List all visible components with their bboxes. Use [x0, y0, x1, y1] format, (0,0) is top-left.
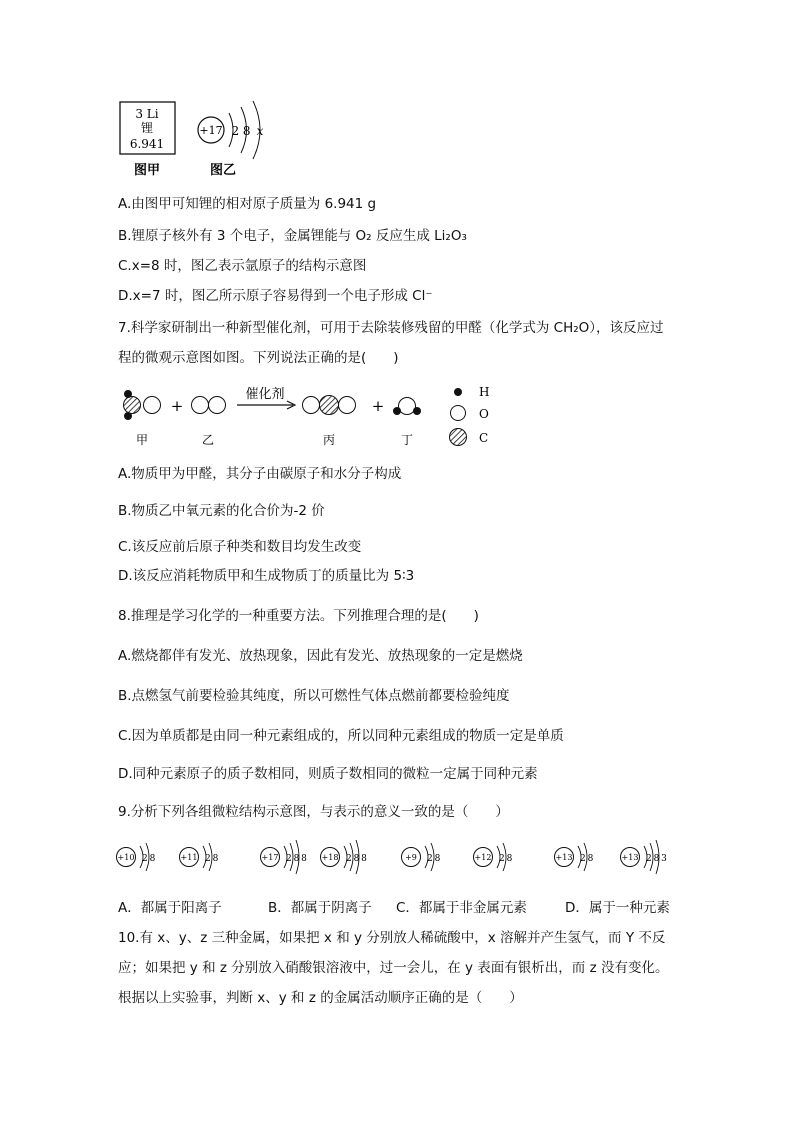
q9-option-d: D．属于一种元素 [565, 900, 670, 916]
particle-shell-electrons: 2 8 [427, 854, 440, 864]
q8-option-c: C.因为单质都是由同一种元素组成的，所以同种元素组成的物质一定是单质 [118, 728, 564, 744]
particle-diagram [117, 843, 156, 871]
particle-diagram [180, 843, 219, 871]
q7-option-a: A.物质甲为甲醛，其分子由碳原子和水分子构成 [118, 466, 402, 482]
q6-option-b: B.锂原子核外有 3 个电子，金属锂能与 O₂ 反应生成 Li₂O₃ [118, 228, 467, 244]
particle-diagram [621, 840, 668, 874]
q8-option-a: A.燃烧都伴有发光、放热现象，因此有发光、放热现象的一定是燃烧 [118, 648, 523, 664]
q9-option-c: C．都属于非金属元素 [396, 900, 527, 916]
particle-nucleus-charge: +11 [180, 853, 198, 862]
caption-figure-yi: 图乙 [209, 163, 237, 178]
q9-options-row [118, 898, 688, 918]
particle-diagram [261, 840, 308, 874]
particle-diagram [402, 843, 441, 871]
q7-stem-line2: 程的微观示意图如图。下列说法正确的是( ) [118, 350, 399, 366]
label-ding: 丁 [400, 433, 414, 447]
q7-option-c: C.该反应前后原子种类和数目均发生改变 [118, 539, 362, 555]
particle-diagram [474, 843, 513, 871]
molecule-ding [393, 398, 421, 416]
q10-line2: 应；如果把 y 和 z 分别放入硝酸银溶液中，过一会儿，在 y 表面有银析出，而 z 没有变化。 [118, 960, 669, 976]
particle-shell-electrons: 2 8 8 [346, 854, 367, 864]
q10-line1: 10.有 x、y、z 三种金属，如果把 x 和 y 分别放人稀硫酸中，x 溶解并产生氢气，而 Y 不反 [118, 930, 666, 946]
particle-nucleus-charge: +13 [555, 853, 573, 862]
particle-nucleus-charge: +12 [474, 853, 492, 862]
legend-c-label: C [479, 431, 489, 445]
particle-nucleus-charge: +9 [405, 853, 417, 862]
label-jia: 甲 [135, 433, 149, 447]
q9-stem: 9.分析下列各组微粒结构示意图，与表示的意义一致的是（ ） [118, 804, 509, 820]
plus-sign-1: + [170, 397, 184, 415]
q7-stem-line1: 7.科学家研制出一种新型催化剂，可用于去除装修残留的甲醛（化学式为 CH₂O），该反应过 [118, 320, 664, 336]
particle-diagram [321, 840, 368, 874]
particle-nucleus-charge: +17 [261, 853, 279, 862]
particle-shell-electrons: 2 8 [580, 854, 593, 864]
q7-option-b: B.物质乙中氧元素的化合价为-2 价 [118, 503, 325, 519]
label-bing: 丙 [322, 433, 336, 447]
molecule-jia [124, 390, 161, 420]
particle-shell-electrons: 2 8 [499, 854, 512, 864]
label-yi: 乙 [201, 433, 215, 447]
q7-option-d: D.该反应消耗物质甲和生成物质丁的质量比为 5∶3 [118, 568, 415, 584]
atom-shell-electrons: 2 8 [231, 124, 251, 138]
molecule-bing [303, 396, 356, 415]
particle-nucleus-charge: +13 [621, 853, 639, 862]
legend-o-symbol [451, 406, 466, 421]
q8-option-b: B.点燃氢气前要检验其纯度，所以可燃性气体点燃前都要检验纯度 [118, 688, 510, 704]
q9-option-a: A．都属于阳离子 [118, 900, 222, 916]
q6-option-d: D.x=7 时，图乙所示原子容易得到一个电子形成 Cl⁻ [118, 288, 433, 304]
particle-shell-electrons: 2 8 [142, 854, 155, 864]
q6-option-c: C.x=8 时，图乙表示氩原子的结构示意图 [118, 258, 367, 274]
legend-o-label: O [479, 407, 489, 421]
particle-nucleus-charge: +10 [117, 853, 135, 862]
legend-c-symbol [450, 429, 467, 446]
atom-nucleus-charge: +17 [199, 124, 223, 137]
q8-stem: 8.推理是学习化学的一种重要方法。下列推理合理的是( ) [118, 608, 479, 624]
legend-h-symbol [454, 388, 462, 396]
q9-option-b: B．都属于阴离子 [268, 900, 372, 916]
element-card-mass: 6.941 [129, 137, 165, 151]
q6-figures [115, 98, 285, 180]
element-card-number-symbol: 3 Li [135, 107, 159, 121]
q8-option-d: D.同种元素原子的质子数相同，则质子数相同的微粒一定属于同种元素 [118, 766, 538, 782]
legend-h-label: H [479, 385, 490, 399]
particle-diagram [555, 843, 594, 871]
q9-particle-diagrams [112, 838, 682, 878]
q10-line3: 根据以上实验事，判断 x、y 和 z 的金属活动顺序正确的是（ ） [118, 990, 523, 1006]
q6-option-a: A.由图甲可知锂的相对原子质量为 6.941 g [118, 196, 377, 212]
element-card-name: 锂 [140, 121, 154, 135]
atom-outer-electrons: x [256, 124, 264, 138]
particle-shell-electrons: 2 8 8 [286, 854, 307, 864]
atom-legend [450, 385, 490, 446]
plus-sign-2: + [371, 397, 385, 415]
q7-reaction-diagram [115, 380, 515, 452]
particle-nucleus-charge: +18 [321, 853, 339, 862]
catalyst-label: 催化剂 [245, 387, 285, 402]
molecule-yi [192, 397, 226, 414]
particle-shell-electrons: 2 8 [205, 854, 218, 864]
particle-shell-electrons: 2 8 3 [646, 854, 667, 864]
caption-figure-jia: 图甲 [133, 163, 161, 178]
